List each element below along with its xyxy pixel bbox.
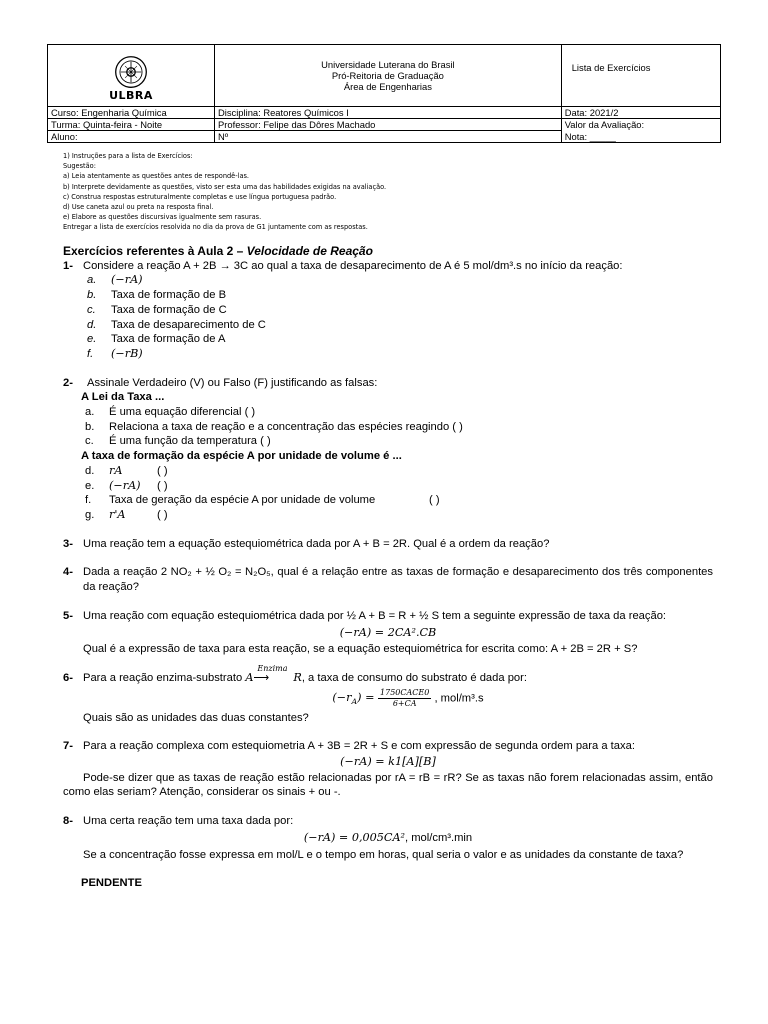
list-item bbox=[85, 420, 713, 435]
fraction-numerator: 1750CACE0 bbox=[380, 687, 430, 697]
section-title-plain: Exercícios referentes à Aula 2 – bbox=[63, 244, 247, 258]
enzyme-arrow: Enzima ⟶ bbox=[253, 663, 288, 684]
instruction-line: d) Use caneta azul ou preta na resposta final. bbox=[63, 203, 214, 212]
answer-blank: ( ) bbox=[157, 508, 168, 521]
answer-blank: ( ) bbox=[157, 464, 168, 477]
item-text: Relaciona a taxa de reação e a concentração das espécies reagindo ( ) bbox=[109, 420, 463, 433]
logo-cell bbox=[48, 45, 215, 107]
item-letter: f. bbox=[85, 494, 92, 507]
rate-units: , mol/m³.s bbox=[434, 692, 484, 705]
item-text: Taxa de formação de B bbox=[111, 289, 227, 302]
question-text: Considere a reação A + 2B → 3C ao qual a taxa de desaparecimento de A é 5 mol/dm³.s no início da reação: bbox=[83, 259, 623, 272]
arrow-label: Enzima bbox=[257, 663, 288, 673]
instruction-line: e) Elabore as questões discursivas igualmente sem rasuras. bbox=[63, 213, 262, 222]
rate-expression: (−rA) = 0,005CA² bbox=[303, 830, 406, 844]
item-text: (−rA) bbox=[111, 273, 143, 287]
question-number: 1- bbox=[63, 259, 73, 272]
answer-blank: ( ) bbox=[429, 494, 440, 507]
list-item bbox=[85, 464, 713, 479]
list-item bbox=[85, 405, 713, 420]
question-followup: Pode-se dizer que as taxas de reação estão relacionadas por rA = rB = rR? Se as taxas não forem relacionadas assim, então como elas seriam? Atenção, considerar os sinais + ou -. bbox=[63, 771, 713, 799]
item-letter: e. bbox=[87, 333, 97, 346]
reactant-a: A bbox=[245, 670, 254, 684]
item-letter: d. bbox=[85, 464, 95, 477]
list-item bbox=[87, 303, 713, 318]
professor-cell bbox=[215, 119, 562, 131]
logo-text: ULBRA bbox=[109, 88, 153, 102]
rate-equation bbox=[63, 831, 713, 846]
list-item bbox=[87, 347, 713, 362]
question-number: 5- bbox=[63, 609, 73, 622]
item-text: (−rA) bbox=[109, 478, 141, 492]
rate-equation bbox=[103, 688, 713, 709]
item-text: Taxa de formação de C bbox=[111, 303, 227, 316]
question-2 bbox=[63, 376, 713, 523]
list-item bbox=[85, 434, 713, 449]
nota-label: Nota: _____ bbox=[564, 130, 616, 142]
disciplina-label: Disciplina: Reatores Químicos I bbox=[218, 107, 349, 118]
rate-equation: (−rA) = k1[A][B] bbox=[340, 754, 436, 768]
area-name: Área de Engenharias bbox=[343, 81, 432, 92]
item-letter: c. bbox=[85, 435, 94, 448]
question-8 bbox=[63, 814, 713, 862]
instruction-line: 1) Instruções para a lista de Exercícios: bbox=[63, 152, 193, 160]
item-text: É uma função da temperatura ( ) bbox=[109, 435, 271, 448]
valor-label: Valor da Avaliação: bbox=[564, 119, 645, 130]
item-letter: c. bbox=[87, 303, 96, 316]
exercise-list bbox=[63, 244, 713, 891]
nota-cell bbox=[561, 131, 720, 143]
item-letter: a. bbox=[87, 274, 97, 287]
item-text: É uma equação diferencial ( ) bbox=[109, 406, 256, 419]
question-3 bbox=[63, 537, 713, 552]
question-subheading: A Lei da Taxa ... bbox=[81, 391, 165, 404]
product-r: R bbox=[293, 670, 302, 684]
item-letter: b. bbox=[87, 289, 97, 302]
question-text: Para a reação complexa com estequiometria A + 3B = 2R + S e com expressão de segunda ordem para a taxa: bbox=[83, 740, 635, 753]
rate-units: , mol/cm³.min bbox=[405, 831, 473, 844]
question-text-after: , a taxa de consumo do substrato é dada por: bbox=[301, 671, 527, 684]
valor-cell bbox=[561, 119, 720, 131]
professor-label: Professor: Felipe das Dôres Machado bbox=[218, 119, 376, 130]
question-text: Assinale Verdadeiro (V) ou Falso (F) justificando as falsas: bbox=[87, 376, 378, 389]
doc-type-cell bbox=[561, 45, 720, 107]
question-4 bbox=[63, 565, 713, 594]
question-followup: Se a concentração fosse expressa em mol/L e o tempo em horas, qual seria o valor e as unidades da constante de taxa? bbox=[83, 848, 684, 861]
question-number: 8- bbox=[63, 815, 73, 828]
university-name: Universidade Luterana do Brasil bbox=[321, 59, 455, 70]
instruction-line: Sugestão: bbox=[63, 162, 96, 171]
data-cell bbox=[561, 107, 720, 119]
answer-blank: ( ) bbox=[157, 479, 168, 492]
question-number: 4- bbox=[63, 566, 73, 579]
item-letter: a. bbox=[85, 406, 95, 419]
university-seal-icon bbox=[114, 55, 148, 89]
item-text: r'A bbox=[109, 507, 126, 521]
university-cell bbox=[215, 45, 562, 107]
question-text: Dada a reação 2 NO₂ + ½ O₂ = N₂O₅, qual é a relação entre as taxas de formação e desaparecimento dos três componentes da reação? bbox=[83, 566, 713, 594]
question-number: 7- bbox=[63, 740, 73, 753]
question-number: 3- bbox=[63, 537, 73, 550]
curso-label: Curso: Engenharia Química bbox=[51, 107, 167, 118]
question-number: 2- bbox=[63, 376, 73, 389]
item-letter: f. bbox=[87, 347, 94, 360]
fraction-denominator: 6+CA bbox=[392, 698, 417, 708]
instruction-line: a) Leia atentamente as questões antes de respondê-las. bbox=[63, 172, 250, 181]
list-item bbox=[85, 508, 713, 523]
item-text: (−rB) bbox=[111, 346, 143, 360]
question-followup: Quais são as unidades das duas constantes? bbox=[83, 711, 309, 724]
rate-fraction bbox=[378, 688, 431, 709]
item-letter: d. bbox=[87, 318, 97, 331]
item-text: Taxa de formação de A bbox=[111, 333, 226, 346]
turma-label: Turma: Quinta-feira - Noite bbox=[51, 119, 163, 130]
item-letter: e. bbox=[85, 479, 95, 492]
question-6 bbox=[63, 663, 713, 725]
question-followup: Qual é a expressão de taxa para esta reação, se a equação estequiométrica for escrita como: A + 2B = 2R + S? bbox=[83, 643, 638, 656]
question-number: 6- bbox=[63, 671, 73, 684]
list-item bbox=[87, 288, 713, 303]
question-subheading: A taxa de formação da espécie A por unidade de volume é ... bbox=[81, 450, 402, 463]
aluno-cell bbox=[48, 131, 215, 143]
pending-label: PENDENTE bbox=[81, 877, 142, 890]
header-table bbox=[47, 44, 721, 143]
item-text: Taxa de desaparecimento de C bbox=[111, 318, 266, 331]
question-text: Uma reação com equação estequiométrica dada por ½ A + B = R + ½ S tem a seguinte expressão de taxa da reação: bbox=[83, 609, 667, 622]
item-letter: g. bbox=[85, 508, 95, 521]
list-item bbox=[87, 318, 713, 333]
data-label: Data: 2021/2 bbox=[564, 107, 619, 118]
section-title bbox=[63, 244, 713, 259]
rate-lhs: $(-r_A)$ = bbox=[332, 691, 379, 707]
doc-type: Lista de Exercícios bbox=[571, 62, 651, 73]
item-letter: b. bbox=[85, 420, 95, 433]
list-item bbox=[87, 273, 713, 288]
rate-equation: (−rA) = 2CA².CB bbox=[339, 626, 437, 640]
turma-cell bbox=[48, 119, 215, 131]
question-1 bbox=[63, 259, 713, 362]
question-text bbox=[83, 663, 713, 686]
pro-reitoria: Pró-Reitoria de Graduação bbox=[331, 70, 444, 81]
numero-label: Nº bbox=[218, 131, 229, 142]
question-text: Uma certa reação tem uma taxa dada por: bbox=[83, 815, 294, 828]
numero-cell bbox=[215, 131, 562, 143]
question-7 bbox=[63, 739, 713, 800]
instructions bbox=[63, 151, 386, 233]
item-text: Taxa de geração da espécie A por unidade de volume bbox=[109, 494, 376, 507]
question-text-before: Para a reação enzima-substrato bbox=[83, 671, 246, 684]
instruction-line: c) Construa respostas estruturalmente completas e use língua portuguesa padrão. bbox=[63, 192, 337, 201]
instruction-line: b) Interprete devidamente as questões, visto ser esta uma das habilidades exigidas na avaliação. bbox=[63, 182, 387, 191]
disciplina-cell bbox=[215, 107, 562, 119]
section-title-italic: Velocidade de Reação bbox=[246, 244, 373, 258]
question-5 bbox=[63, 609, 713, 657]
list-item bbox=[87, 332, 713, 347]
list-item bbox=[85, 479, 713, 494]
curso-cell bbox=[48, 107, 215, 119]
aluno-label: Aluno: bbox=[51, 131, 78, 142]
instruction-line: Entregar a lista de exercícios resolvida no dia da prova de G1 juntamente com as respostas. bbox=[63, 223, 368, 232]
question-text: Uma reação tem a equação estequiométrica dada por A + B = 2R. Qual é a ordem da reação? bbox=[83, 537, 550, 550]
list-item bbox=[85, 493, 713, 508]
item-text: rA bbox=[109, 463, 123, 477]
